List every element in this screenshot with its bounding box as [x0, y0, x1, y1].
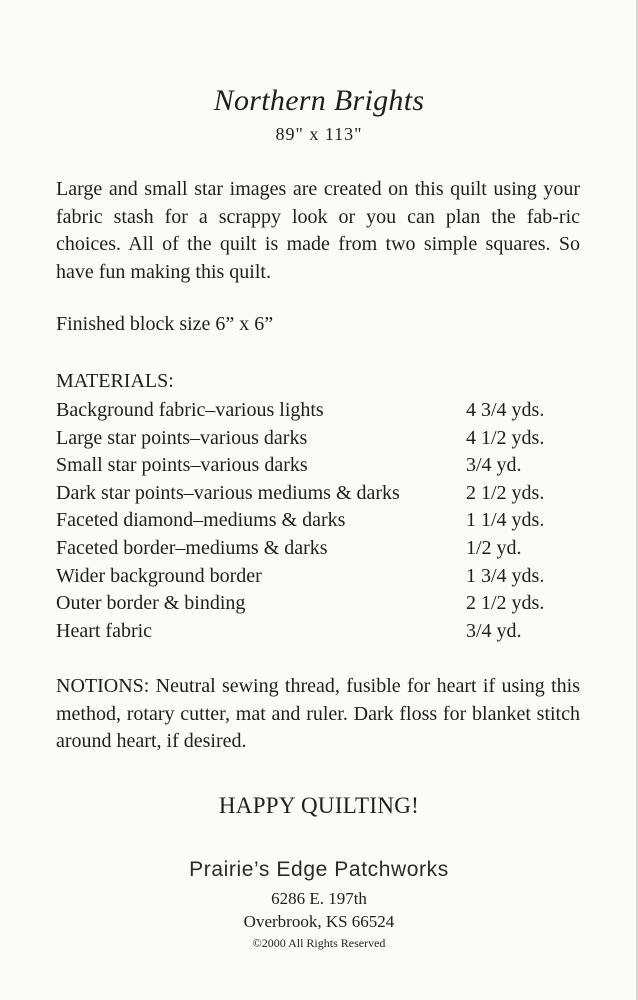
material-quantity: 2 1/2 yds. [466, 481, 545, 504]
materials-row [56, 397, 580, 425]
material-name: Small star points–various darks [56, 454, 308, 477]
material-name: Dark star points–various mediums & darks [56, 481, 400, 504]
materials-row [56, 480, 580, 508]
material-quantity: 1 3/4 yds. [466, 564, 545, 587]
materials-row [56, 590, 580, 618]
materials-row [56, 507, 580, 535]
pattern-title: Northern Brights [213, 84, 425, 117]
material-quantity: 4 3/4 yds. [466, 399, 545, 421]
materials-row [56, 425, 580, 453]
material-name: Outer border & binding [56, 592, 246, 615]
material-name: Faceted diamond–mediums & darks [56, 509, 346, 532]
material-name: Wider background border [56, 564, 262, 587]
notions-paragraph: NOTIONS: Neutral sewing thread, fusible for heart if using this method, rotary cutter, mat and ruler. Dark floss for blanket stitch around heart, if desired. [56, 675, 580, 752]
materials-row [56, 563, 580, 591]
materials-row [56, 452, 580, 480]
material-quantity: 1/2 yd. [466, 536, 522, 559]
company-name: Prairie’s Edge Patchworks [189, 858, 449, 881]
material-name: Faceted border–mediums & darks [56, 536, 328, 559]
material-quantity: 3/4 yd. [466, 619, 522, 642]
material-name: Heart fabric [56, 619, 153, 642]
material-name: Background fabric–various lights [56, 399, 324, 421]
quilt-dimensions: 89" x 113" [275, 124, 363, 144]
material-quantity: 2 1/2 yds. [466, 592, 545, 615]
block-size: Finished block size 6” x 6” [56, 313, 274, 335]
material-quantity: 4 1/2 yds. [466, 426, 545, 449]
closing-message: HAPPY QUILTING! [218, 793, 420, 818]
address-city: Overbrook, KS 66524 [243, 912, 395, 931]
materials-heading: MATERIALS: [56, 370, 174, 392]
material-quantity: 1 1/4 yds. [466, 509, 545, 532]
materials-row [56, 535, 580, 563]
material-quantity: 3/4 yd. [466, 454, 522, 477]
material-name: Large star points–various darks [56, 426, 308, 449]
address-street: 6286 E. 197th [271, 889, 367, 908]
materials-list [56, 397, 580, 645]
intro-paragraph: Large and small star images are created on this quilt using your fabric stash for a scrappy look or you can plan the fab-ric choices. All of the quilt is made from two simple squares. So have fun making this quilt. [56, 178, 580, 283]
materials-row [56, 618, 580, 646]
copyright-notice: ©2000 All Rights Reserved [252, 936, 386, 950]
